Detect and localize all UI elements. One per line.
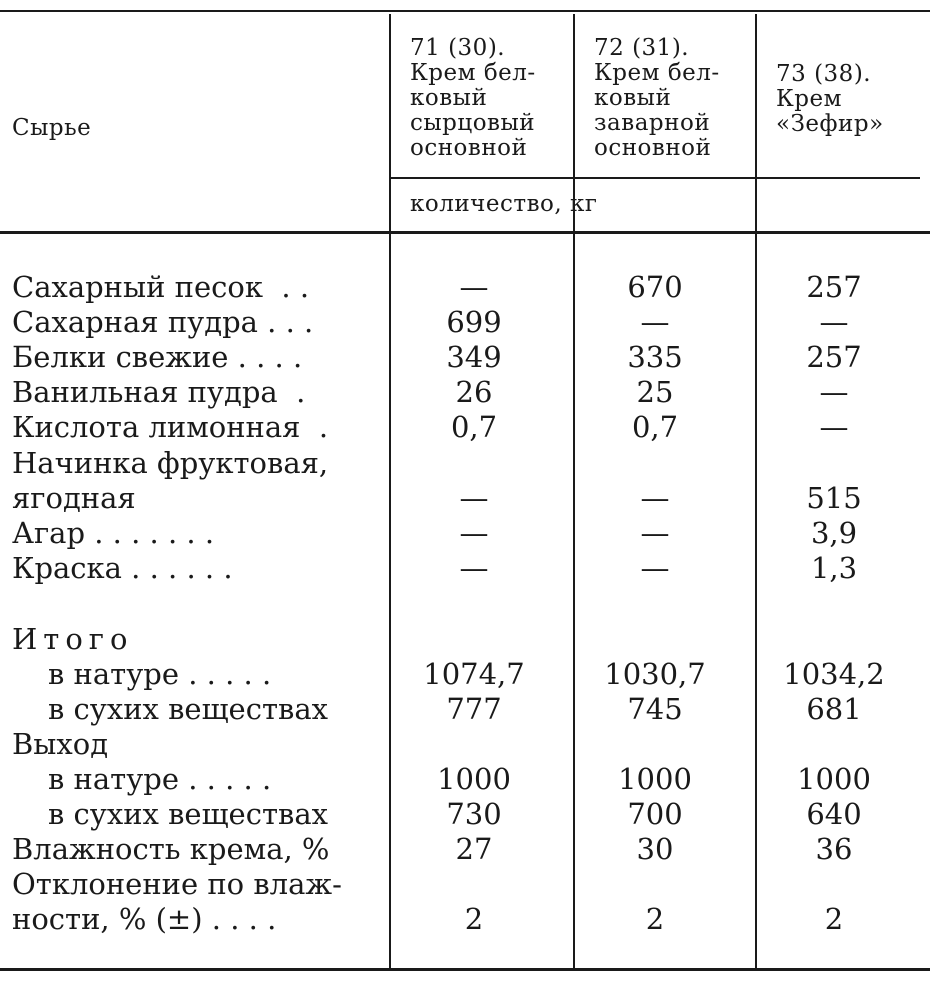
cell-value: 1030,7 bbox=[604, 657, 706, 691]
row-label bbox=[12, 270, 380, 304]
leader-dots: . bbox=[277, 375, 306, 409]
unit-rule bbox=[390, 177, 920, 179]
row-label bbox=[12, 832, 380, 866]
cell-value: 257 bbox=[806, 270, 862, 304]
cell-value: — bbox=[459, 481, 489, 515]
cell-value: 745 bbox=[627, 692, 683, 726]
row-label bbox=[48, 692, 380, 726]
leader-dots: . . . . . . bbox=[121, 551, 233, 585]
raw-material-header: Сырье bbox=[12, 115, 92, 141]
column-header-73: 73 (38). Крем «Зефир» bbox=[776, 61, 884, 137]
column-header-71: 71 (30). Крем бел- ковый сырцовый основной bbox=[410, 35, 536, 161]
cell-value: — bbox=[459, 270, 489, 304]
cell-value: 1000 bbox=[437, 762, 511, 796]
top-rule bbox=[0, 10, 930, 12]
leader-dots: . . . bbox=[257, 305, 314, 339]
cell-value: — bbox=[819, 410, 849, 444]
row-label-text: в натуре bbox=[48, 657, 179, 691]
cell-value: 2 bbox=[645, 902, 665, 936]
cell-value: 1000 bbox=[618, 762, 692, 796]
cell-value: — bbox=[459, 516, 489, 550]
row-label-text: Белки свежие bbox=[12, 340, 229, 374]
row-label bbox=[12, 867, 380, 901]
column-header-72: 72 (31). Крем бел- ковый заварной основной bbox=[594, 35, 720, 161]
cell-value: 25 bbox=[636, 375, 674, 409]
cell-value: 1074,7 bbox=[423, 657, 525, 691]
cell-value: — bbox=[640, 305, 670, 339]
row-label bbox=[12, 410, 380, 444]
row-label-text: Ванильная пудра bbox=[12, 375, 278, 409]
cell-value: — bbox=[640, 516, 670, 550]
cell-value: 26 bbox=[455, 375, 493, 409]
leader-dots: . . . . . bbox=[179, 762, 272, 796]
leader-dots: . . bbox=[262, 270, 310, 304]
cell-value: 30 bbox=[636, 832, 674, 866]
cell-value: — bbox=[819, 375, 849, 409]
row-label-text: ягодная bbox=[12, 481, 136, 515]
row-label-text: Краска bbox=[12, 551, 122, 585]
cell-value: 681 bbox=[806, 692, 862, 726]
cell-value: — bbox=[640, 481, 670, 515]
cell-value: 349 bbox=[446, 340, 502, 374]
row-label-text: в натуре bbox=[48, 762, 179, 796]
cell-value: 2 bbox=[824, 902, 844, 936]
cell-value: 1000 bbox=[797, 762, 871, 796]
row-label-text: в сухих веществах bbox=[48, 797, 328, 831]
row-label bbox=[48, 762, 380, 796]
cell-value: 640 bbox=[806, 797, 862, 831]
cell-value: 0,7 bbox=[450, 410, 498, 444]
row-label bbox=[12, 375, 380, 409]
cell-value: 2 bbox=[464, 902, 484, 936]
cell-value: 3,9 bbox=[810, 516, 858, 550]
row-label bbox=[12, 622, 380, 656]
row-label-text: Выход bbox=[12, 727, 109, 761]
row-label-text: Сахарная пудра bbox=[12, 305, 258, 339]
row-label bbox=[12, 551, 380, 585]
row-label bbox=[48, 657, 380, 691]
cell-value: — bbox=[819, 305, 849, 339]
cell-value: 36 bbox=[815, 832, 853, 866]
cell-value: 700 bbox=[627, 797, 683, 831]
row-label bbox=[12, 516, 380, 550]
row-label bbox=[12, 446, 380, 480]
row-label-text: в сухих веществах bbox=[48, 692, 328, 726]
cell-value: 27 bbox=[455, 832, 493, 866]
row-label bbox=[48, 797, 380, 831]
header-bottom-rule bbox=[0, 231, 930, 234]
row-label-text: Кислота лимонная bbox=[12, 410, 301, 444]
leader-dots: . . . . bbox=[202, 902, 277, 936]
cell-value: — bbox=[640, 551, 670, 585]
row-label bbox=[12, 305, 380, 339]
row-label-text: Влажность крема, % bbox=[12, 832, 330, 866]
leader-dots: . . . . . . . bbox=[85, 516, 215, 550]
row-label-text: Сахарный песок bbox=[12, 270, 263, 304]
cell-value: 670 bbox=[627, 270, 683, 304]
cell-value: 699 bbox=[446, 305, 502, 339]
cell-value: 1034,2 bbox=[783, 657, 885, 691]
unit-label: количество, кг bbox=[410, 191, 598, 217]
leader-dots: . . . . . bbox=[179, 657, 272, 691]
col-divider-1 bbox=[389, 14, 391, 968]
cell-value: 335 bbox=[627, 340, 683, 374]
cell-value: — bbox=[459, 551, 489, 585]
row-label-text: Начинка фруктовая, bbox=[12, 446, 329, 480]
cell-value: 257 bbox=[806, 340, 862, 374]
cell-value: 515 bbox=[806, 481, 862, 515]
leader-dots: . bbox=[300, 410, 329, 444]
row-label bbox=[12, 340, 380, 374]
cell-value: 730 bbox=[446, 797, 502, 831]
row-label-text: Отклонение по влаж- bbox=[12, 867, 342, 901]
row-label bbox=[12, 902, 380, 936]
row-label bbox=[12, 727, 380, 761]
cell-value: 777 bbox=[446, 692, 502, 726]
cell-value: 0,7 bbox=[631, 410, 679, 444]
leader-dots: . . . . bbox=[228, 340, 303, 374]
cell-value: 1,3 bbox=[810, 551, 858, 585]
bottom-rule bbox=[0, 968, 930, 971]
row-label-text: Итого bbox=[12, 622, 134, 656]
row-label bbox=[12, 481, 380, 515]
row-label-text: Агар bbox=[12, 516, 86, 550]
row-label-text: ности, % (±) bbox=[12, 902, 203, 936]
